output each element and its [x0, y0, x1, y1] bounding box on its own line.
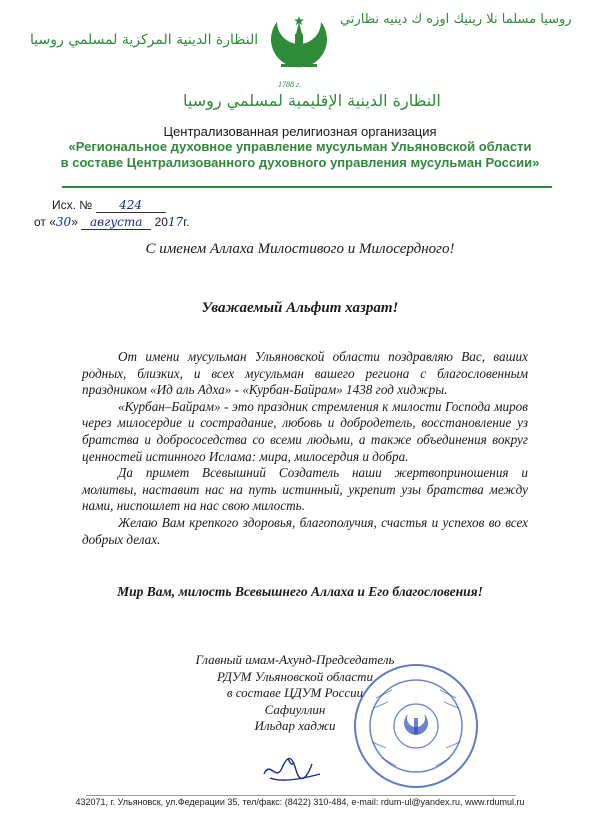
date-year-suffix: 17 — [167, 215, 184, 229]
organization-logo-icon — [263, 14, 335, 78]
date-year-prefix: 20 — [154, 215, 168, 229]
organization-name-line1: «Региональное духовное управление мусульман Ульяновской области — [68, 139, 532, 154]
closing-blessing: Мир Вам, милость Всевышнего Аллаха и Его благословения! — [117, 584, 483, 599]
arabic-regional-title: النظارة الدينية الإقليمية لمسلمي روسيا — [183, 91, 441, 110]
handwritten-signature-icon — [258, 752, 328, 786]
footer-contacts: 432071, г. Ульяновск, ул.Федерации 35, тел/факс: (8422) 310-484, e-mail: rdum-ul@yandex.ru, www.rdumul.ru — [75, 797, 525, 807]
paragraph: От имени мусульман Ульяновской области поздравляю Вас, ваших родных, близких, и всех мусульман вашего региона с благословенным праздником «Ид аль Адха» - «Курбан-Байрам» 1438 год хиджры. — [82, 349, 528, 398]
signer-title: Главный имам-Ахунд-Председатель — [195, 652, 395, 667]
paragraph: «Курбан–Байрам» - это праздник стремления к милости Господа миров через милосердие и сострадание, любовь и добродетель, восстановление уз братства и добрососедства со всеми людьми, а также объединения вокруг ценностей истинного Ислама: мира, милосердия и добра. — [82, 398, 528, 464]
organization-name-line2: в составе Централизованного духовного управления мусульман России» — [60, 155, 540, 170]
date-month: августа — [81, 215, 151, 230]
signer-name: Ильдар хаджи — [254, 718, 336, 733]
letter-date — [34, 215, 189, 230]
letter-body — [82, 349, 528, 548]
date-day: 30 — [55, 215, 72, 229]
paragraph: Желаю Вам крепкого здоровья, благополучия, счастья и успехов во всех добрых делах. — [82, 514, 528, 547]
date-mid: » — [71, 215, 78, 229]
outgoing-number — [52, 198, 166, 213]
signer-organization: РДУМ Ульяновской области — [216, 668, 374, 684]
signer-surname: Сафиуллин — [264, 701, 326, 717]
founded-year: 1788 г. — [278, 80, 302, 89]
outgoing-number-label: Исх. № — [52, 198, 93, 212]
date-year-end: г. — [183, 215, 190, 229]
basmala: С именем Аллаха Милостивого и Милосердного! — [145, 241, 455, 257]
outgoing-number-value: 424 — [96, 198, 166, 213]
date-prefix: от « — [34, 215, 56, 229]
footer-divider — [86, 795, 516, 796]
organization-type: Централизованная религиозная организация — [163, 124, 437, 139]
signer-organization-parent: в составе ЦДУМ России — [226, 685, 364, 700]
greeting: Уважаемый Альфит хазрат! — [201, 300, 399, 316]
header-divider — [62, 186, 552, 188]
arabic-header-left-top: روسيا مسلما نلا رينيك اوزه ك دينيه نظارتي — [340, 12, 572, 27]
organization-name — [0, 139, 600, 171]
arabic-header-right-top: النظارة الدينية المركزية لمسلمي روسيا — [30, 32, 259, 48]
signature-block — [180, 652, 410, 735]
paragraph: Да примет Всевышний Создатель наши жертвоприношения и молитвы, наставит нас на путь истинный, укрепит узы братства между нами, ниспошлет на нас свою милость. — [82, 465, 528, 514]
